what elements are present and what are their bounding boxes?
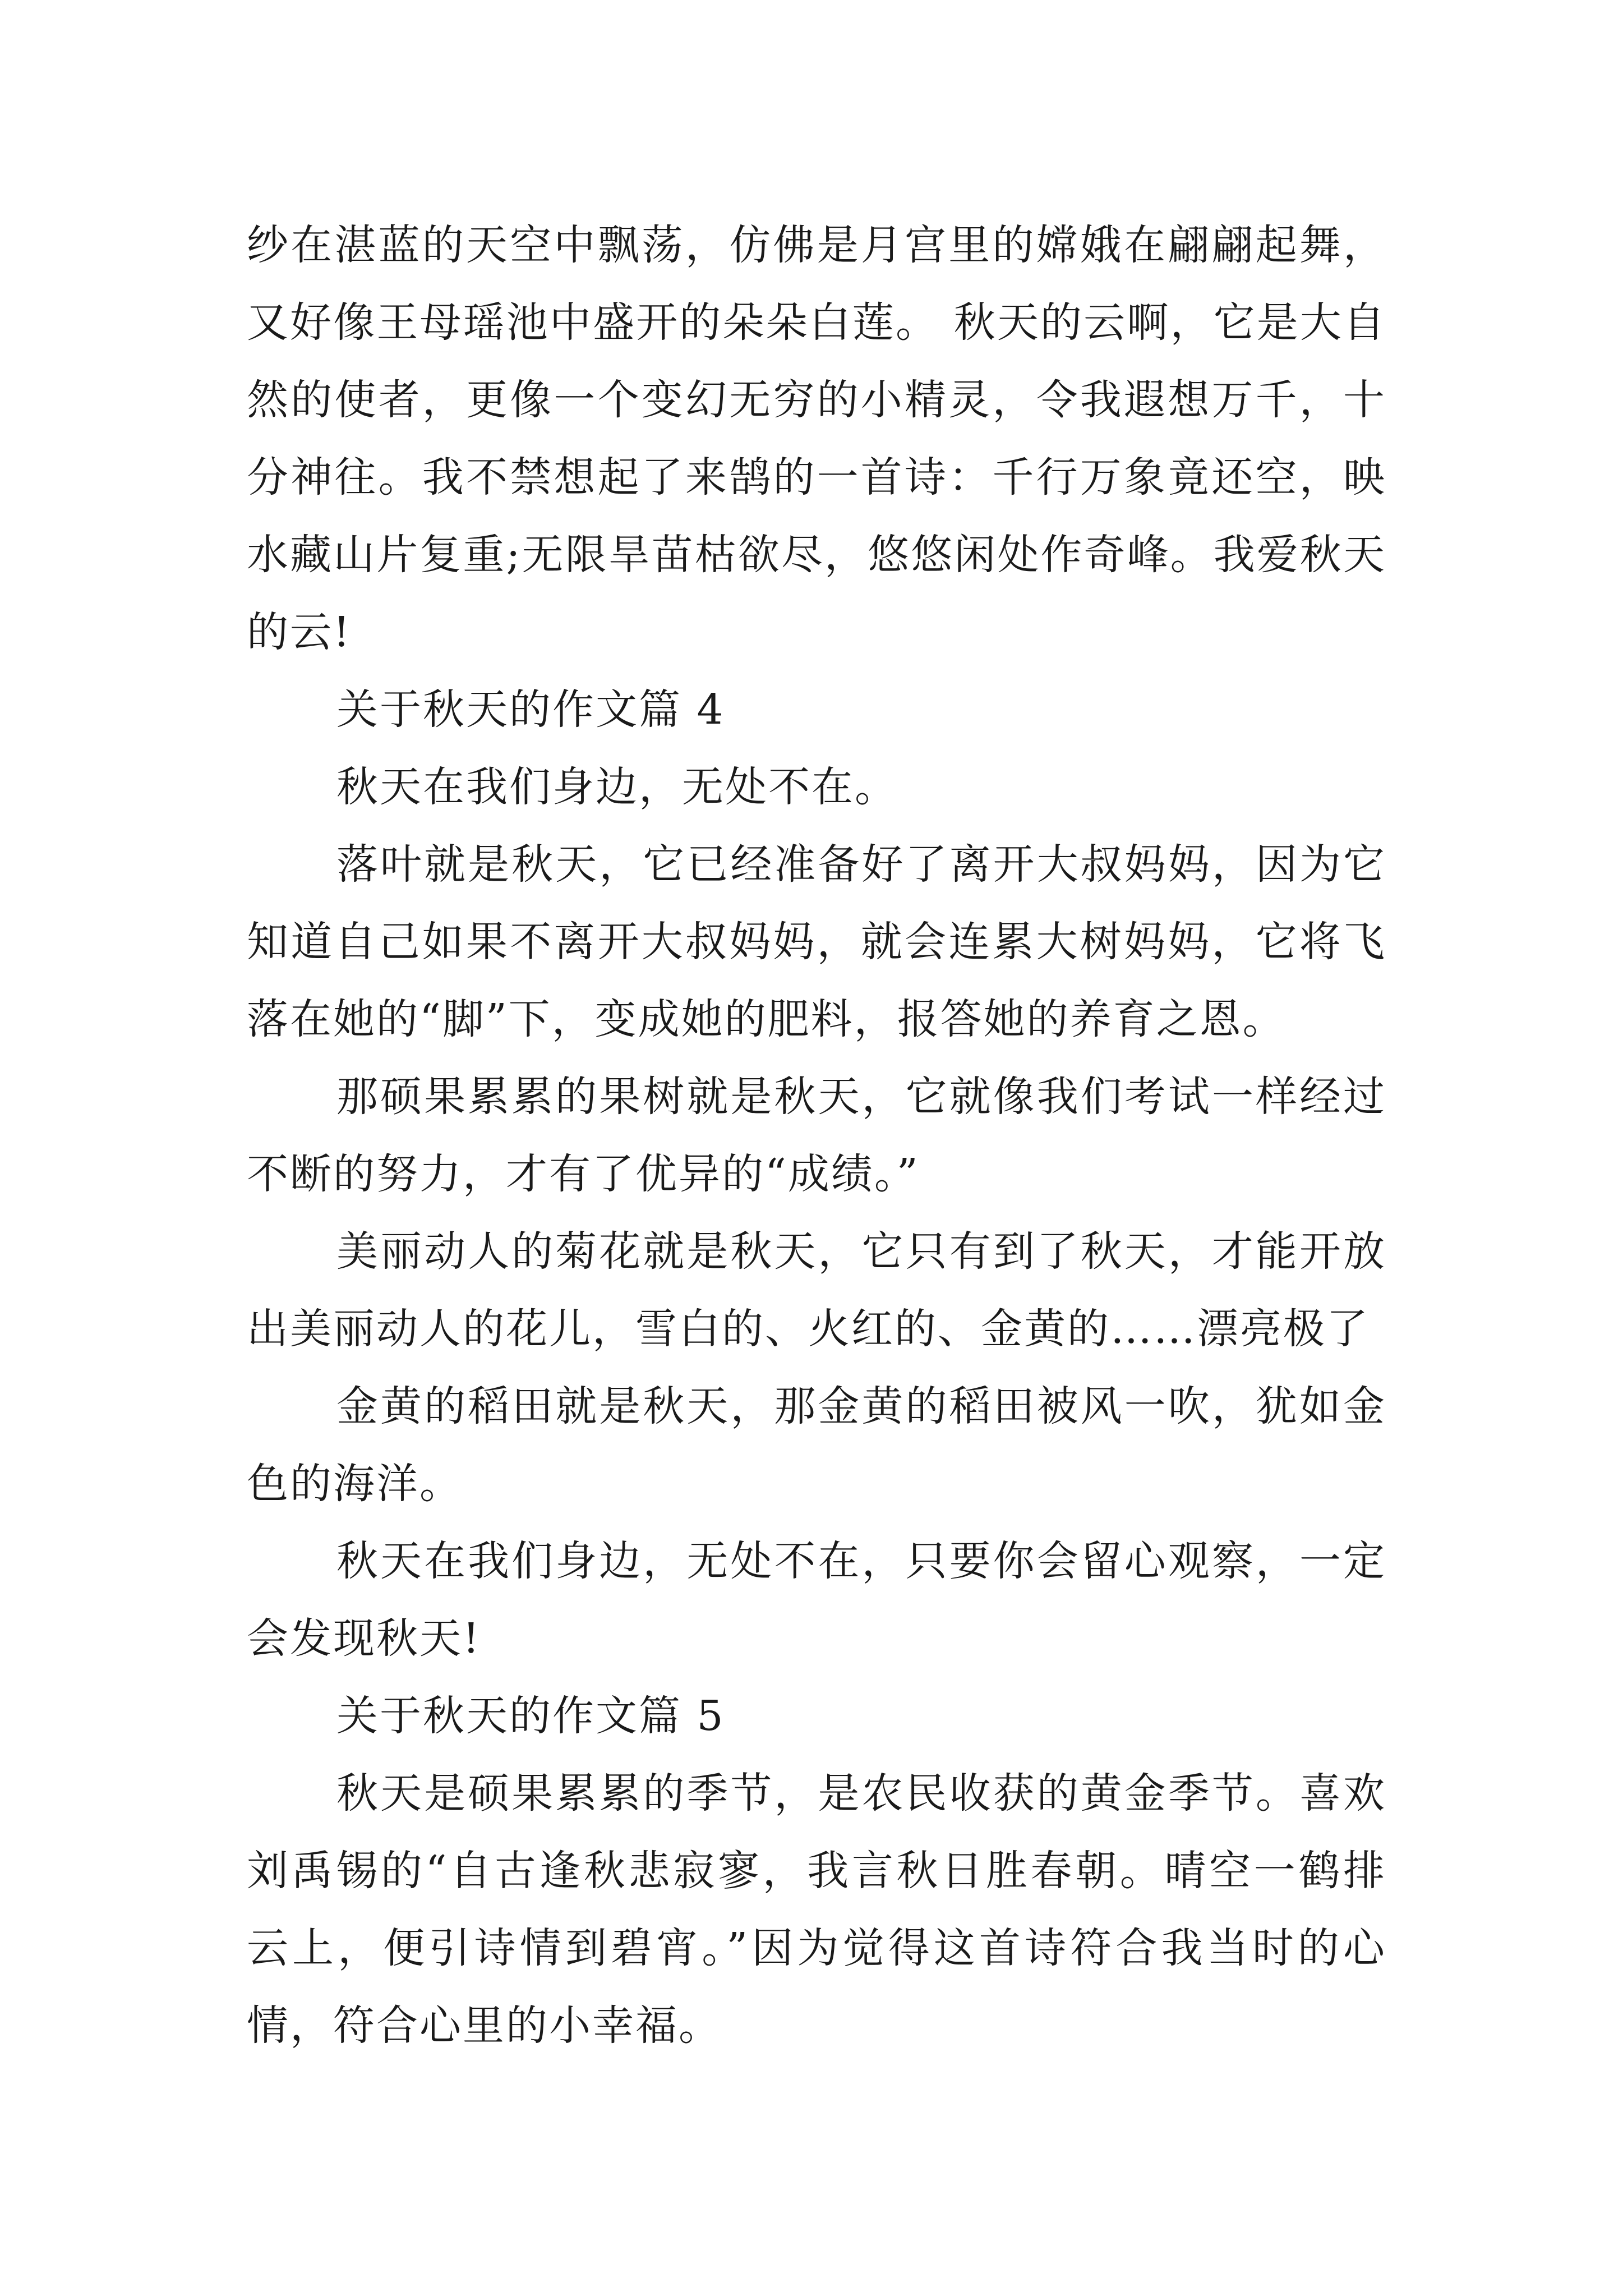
paragraph: 秋天在我们身边，无处不在，只要你会留心观察，一定会发现秋天! bbox=[247, 1537, 1386, 1663]
paragraph: 那硕果累累的果树就是秋天，它就像我们考试一样经过不断的努力，才有了优异的“成绩。” bbox=[247, 1073, 1386, 1198]
paragraph: 秋天是硕果累累的季节，是农民收获的黄金季节。喜欢刘禹锡的“自古逢秋悲寂寥，我言秋日胜春朝。晴空一鹤排云上，便引诗情到碧宵。”因为觉得这首诗符合我当时的心情，符合心里的小幸福。 bbox=[247, 1769, 1386, 2050]
paragraph: 落叶就是秋天，它已经准备好了离开大叔妈妈，因为它知道自己如果不离开大叔妈妈，就会连累大树妈妈，它将飞落在她的“脚”下，变成她的肥料，报答她的养育之恩。 bbox=[247, 840, 1386, 1043]
paragraph: 金黄的稻田就是秋天，那金黄的稻田被风一吹，犹如金色的海洋。 bbox=[247, 1382, 1386, 1508]
document-body bbox=[247, 206, 1386, 2064]
paragraph: 美丽动人的菊花就是秋天，它只有到了秋天，才能开放出美丽动人的花儿，雪白的、火红的、金黄的……漂亮极了 bbox=[247, 1227, 1386, 1353]
paragraph: 秋天在我们身边，无处不在。 bbox=[336, 763, 898, 811]
section-heading-5: 关于秋天的作文篇 5 bbox=[336, 1692, 725, 1740]
paragraph-continuation: 纱在湛蓝的天空中飘荡，仿佛是月宫里的嫦娥在翩翩起舞，又好像王母瑶池中盛开的朵朵白莲。 秋天的云啊，它是大自然的使者，更像一个变幻无穷的小精灵，令我遐想万千，十分神往。我不禁想起了来鹄的一首诗：千行万象竟还空，映水藏山片复重;无限旱苗枯欲尽，悠悠闲处作奇峰。我爱秋天的云! bbox=[247, 221, 1386, 656]
section-heading-4: 关于秋天的作文篇 4 bbox=[336, 685, 725, 734]
